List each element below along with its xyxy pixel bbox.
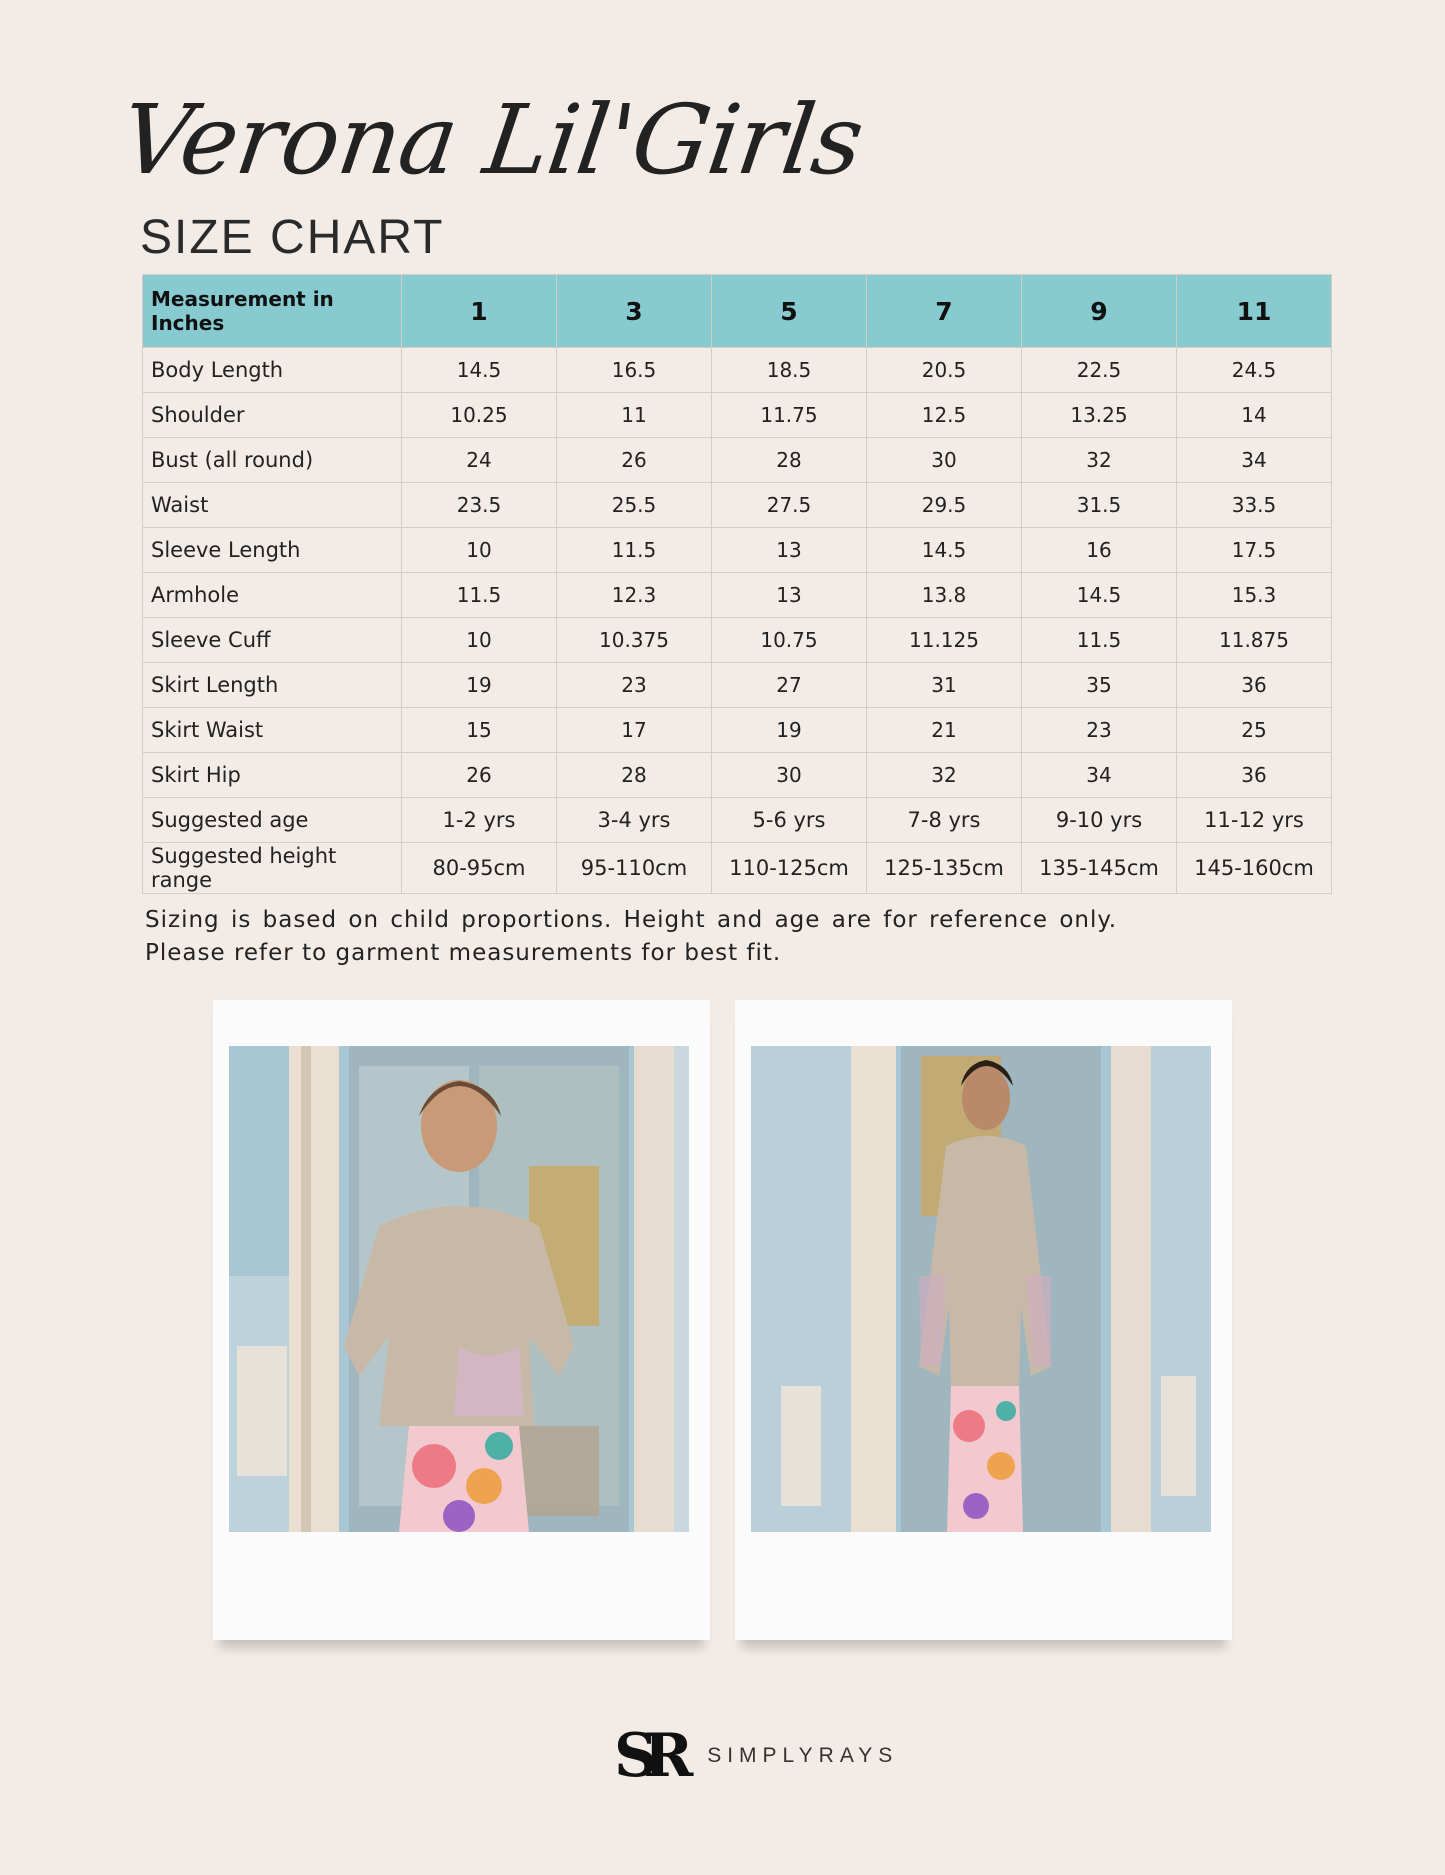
adult-model-illustration [751,1046,1211,1532]
table-cell: 11.5 [557,528,712,573]
table-row [143,618,1332,663]
table-row [143,753,1332,798]
table-cell: 34 [1022,753,1177,798]
table-cell: 9-10 yrs [1022,798,1177,843]
child-model-illustration [229,1046,689,1532]
table-cell: 14.5 [402,348,557,393]
table-cell: 14 [1177,393,1332,438]
table-cell: 11-12 yrs [1177,798,1332,843]
row-label: Waist [143,483,402,528]
table-cell: 33.5 [1177,483,1332,528]
table-cell: 29.5 [867,483,1022,528]
table-cell: 13 [712,528,867,573]
row-label: Bust (all round) [143,438,402,483]
table-header-row [143,275,1332,348]
sizing-note: Sizing is based on child proportions. Height and age are for reference only. Please refer to garment measurements for best fit. [145,907,1117,966]
table-cell: 1-2 yrs [402,798,557,843]
table-cell: 31 [867,663,1022,708]
size-chart-table [142,274,1332,894]
table-cell: 36 [1177,663,1332,708]
table-cell: 16 [1022,528,1177,573]
row-label: Sleeve Length [143,528,402,573]
table-row [143,843,1332,894]
row-label: Sleeve Cuff [143,618,402,663]
table-cell: 30 [712,753,867,798]
page-title: SIZE CHART [140,211,445,264]
row-label: Body Length [143,348,402,393]
table-cell: 24.5 [1177,348,1332,393]
table-row [143,348,1332,393]
table-cell: 10 [402,528,557,573]
table-cell: 10.25 [402,393,557,438]
row-label: Suggested height range [143,843,402,894]
table-cell: 14.5 [867,528,1022,573]
brand-name: SIMPLYRAYS [707,1744,899,1767]
table-cell: 28 [557,753,712,798]
table-cell: 35 [1022,663,1177,708]
table-cell: 3-4 yrs [557,798,712,843]
table-row [143,483,1332,528]
table-cell: 19 [712,708,867,753]
script-title: Verona Lil'Girls [114,84,870,196]
photo-frame-adult [735,1000,1232,1640]
table-cell: 11.5 [1022,618,1177,663]
table-cell: 10 [402,618,557,663]
table-cell: 125-135cm [867,843,1022,894]
header-corner: Measurement in Inches [143,275,402,348]
table-cell: 5-6 yrs [712,798,867,843]
table-cell: 11 [557,393,712,438]
table-cell: 15.3 [1177,573,1332,618]
row-label: Skirt Hip [143,753,402,798]
table-cell: 80-95cm [402,843,557,894]
table-cell: 11.125 [867,618,1022,663]
table-cell: 34 [1177,438,1332,483]
table-cell: 17.5 [1177,528,1332,573]
table-row [143,573,1332,618]
table-cell: 10.75 [712,618,867,663]
table-row [143,663,1332,708]
table-row [143,393,1332,438]
table-cell: 95-110cm [557,843,712,894]
table-cell: 15 [402,708,557,753]
table-cell: 21 [867,708,1022,753]
table-cell: 16.5 [557,348,712,393]
table-cell: 26 [402,753,557,798]
table-row [143,798,1332,843]
table-cell: 11.75 [712,393,867,438]
row-label: Skirt Length [143,663,402,708]
table-cell: 32 [1022,438,1177,483]
header-size-9: 9 [1022,275,1177,348]
table-cell: 20.5 [867,348,1022,393]
table-cell: 13.25 [1022,393,1177,438]
table-cell: 7-8 yrs [867,798,1022,843]
table-cell: 12.3 [557,573,712,618]
header-size-11: 11 [1177,275,1332,348]
table-cell: 25.5 [557,483,712,528]
row-label: Shoulder [143,393,402,438]
table-cell: 36 [1177,753,1332,798]
table-cell: 23 [1022,708,1177,753]
header-size-3: 3 [557,275,712,348]
table-cell: 19 [402,663,557,708]
header-size-5: 5 [712,275,867,348]
header-size-1: 1 [402,275,557,348]
table-cell: 11.5 [402,573,557,618]
table-cell: 27.5 [712,483,867,528]
table-cell: 27 [712,663,867,708]
brand-logo [614,1721,899,1791]
table-cell: 26 [557,438,712,483]
table-cell: 13 [712,573,867,618]
table-cell: 10.375 [557,618,712,663]
table-cell: 12.5 [867,393,1022,438]
table-body [143,348,1332,894]
photo-frame-child [213,1000,710,1640]
table-cell: 18.5 [712,348,867,393]
table-cell: 23 [557,663,712,708]
adult-model-photo [751,1046,1211,1532]
table-cell: 17 [557,708,712,753]
child-model-photo [229,1046,689,1532]
table-row [143,708,1332,753]
table-row [143,438,1332,483]
table-cell: 13.8 [867,573,1022,618]
table-row [143,528,1332,573]
row-label: Skirt Waist [143,708,402,753]
table-cell: 14.5 [1022,573,1177,618]
table-cell: 145-160cm [1177,843,1332,894]
table-cell: 25 [1177,708,1332,753]
table-cell: 22.5 [1022,348,1177,393]
table-cell: 24 [402,438,557,483]
table-cell: 32 [867,753,1022,798]
table-cell: 11.875 [1177,618,1332,663]
table-cell: 135-145cm [1022,843,1177,894]
row-label: Suggested age [143,798,402,843]
header-size-7: 7 [867,275,1022,348]
table-cell: 110-125cm [712,843,867,894]
table-cell: 31.5 [1022,483,1177,528]
brand-mark: SR [614,1721,680,1791]
table-cell: 23.5 [402,483,557,528]
table-cell: 30 [867,438,1022,483]
row-label: Armhole [143,573,402,618]
table-cell: 28 [712,438,867,483]
